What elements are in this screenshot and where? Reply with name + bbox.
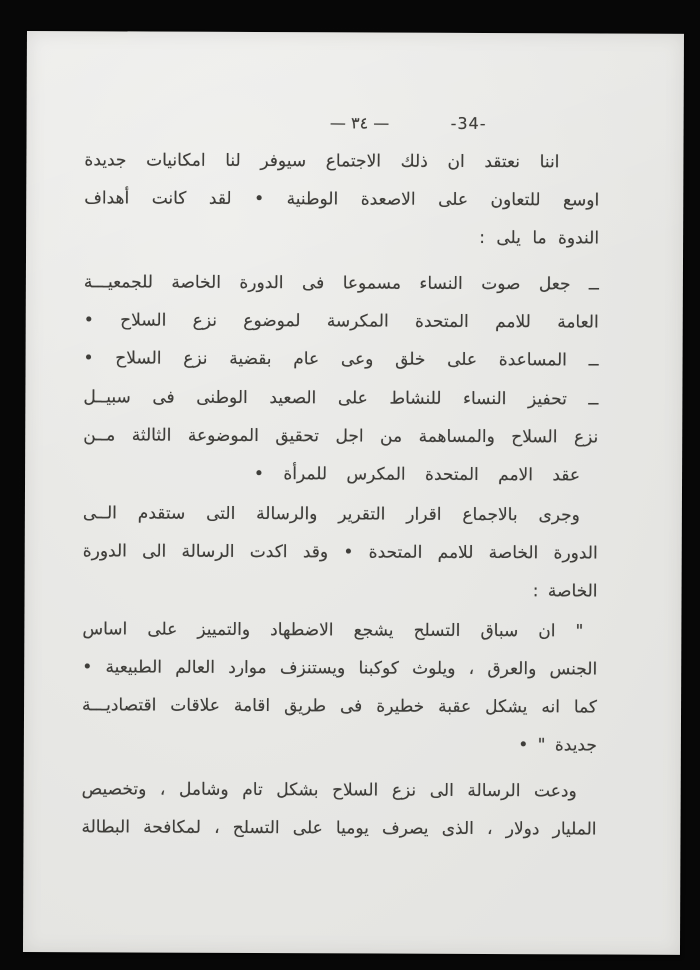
text-line: ــ المساعدة على خلق وعى عام بقضية نزع السلاح • [83,348,599,371]
text-line: الندوة ما يلى : [479,227,600,249]
text-line: الجنس والعرق ، ويلوث كوكبنا ويستنزف موارد العالم الطبيعية • [82,657,598,680]
text-line: الدورة الخاصة للامم المتحدة • وقد اكدت الرسالة الى الدورة [82,541,598,564]
page-number-arabic: — ٣٤ — [329,113,390,133]
text-line: وجرى بالاجماع اقرار التقرير والرسالة التى ستقدم الــى [82,503,580,526]
text-line: " ان سباق التسلح يشجع الاضطهاد والتمييز على اساس [82,619,584,642]
text-line: المليار دولار ، الذى يصرف يوميا على التسلح ، لمكافحة البطالة [81,817,597,840]
text-line: ــ تحفيز النساء للنشاط على الصعيد الوطنى فى سبيــل [83,387,599,410]
text-line: العامة للامم المتحدة المكرسة لموضوع نزع السلاح • [83,310,599,333]
text-line: نزع السلاح والمساهمة من اجل تحقيق الموضوعة الثالثة مــن [83,425,599,448]
text-line: عقد الامم المتحدة المكرس للمرأة • [253,463,581,486]
text-line: الخاصة : [532,581,598,602]
text-line: ــ جعل صوت النساء مسموعا فى الدورة الخاصة للجمعيـــة [83,272,599,295]
text-line: كما انه يشكل عقبة خطيرة فى طريق اقامة علاقات اقتصاديـــة [82,695,598,718]
page-header [85,103,600,143]
text-line: ودعت الرسالة الى نزع السلاح بشكل تام وشامل ، وتخصيص [81,779,577,802]
page-number-latin: -34- [450,113,487,134]
page-content [81,103,599,848]
text-line: اوسع للتعاون على الاصعدة الوطنية • لقد كانت أهداف [84,188,600,211]
document-page [23,31,684,955]
text-body [81,141,599,848]
text-line: اننا نعتقد ان ذلك الاجتماع سيوفر لنا امكانيات جديدة [84,150,560,173]
text-line: جديدة " • [518,735,597,756]
